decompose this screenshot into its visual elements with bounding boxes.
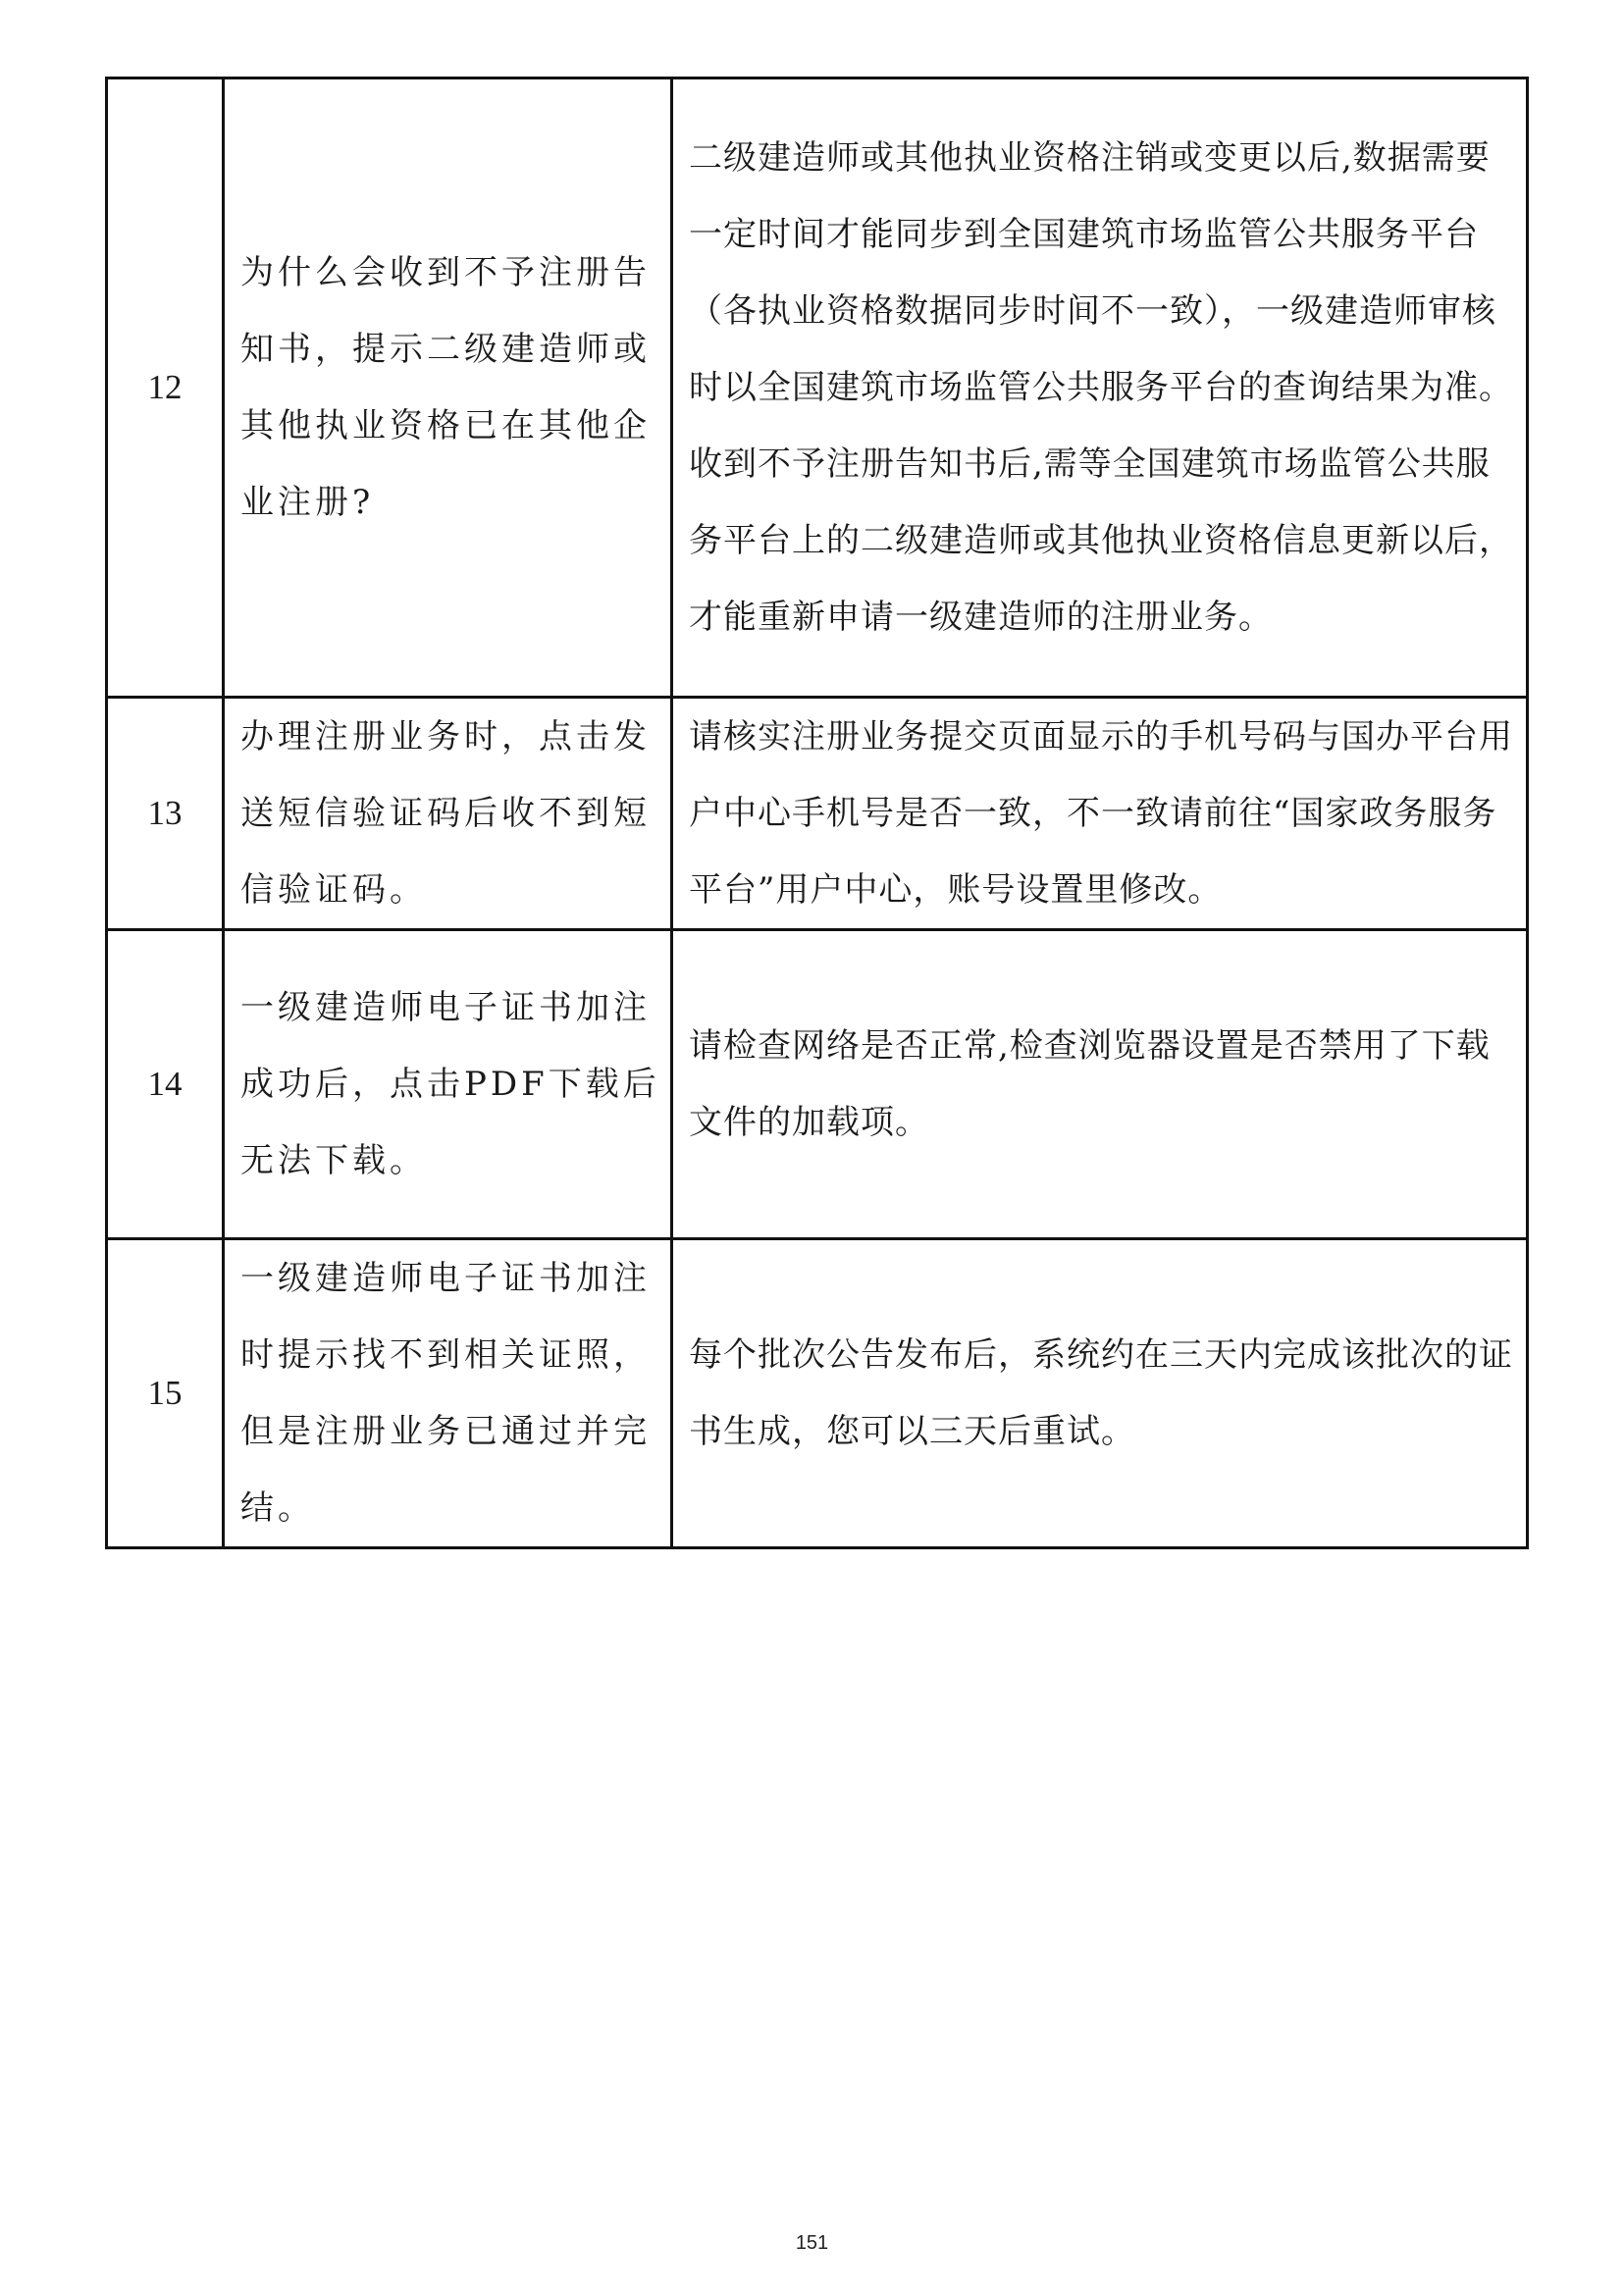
answer-cell	[672, 930, 1528, 1239]
table-row	[107, 78, 1528, 698]
answer-cell	[672, 78, 1528, 698]
table-row	[107, 930, 1528, 1239]
answer-cell	[672, 1239, 1528, 1548]
page-number: 151	[795, 2232, 829, 2254]
table-row	[107, 698, 1528, 930]
answer-paragraph: 每个批次公告发布后，系统约在三天内完成该批次的证书生成，您可以三天后重试。	[689, 1335, 1513, 1451]
table-row	[107, 1239, 1528, 1548]
question-text: 一级建造师电子证书加注成功后，点击PDF下载后无法下载。	[224, 930, 672, 1239]
question-text: 一级建造师电子证书加注时提示找不到相关证照，但是注册业务已通过并完结。	[224, 1239, 672, 1548]
faq-table	[105, 77, 1529, 1549]
answer-paragraph: 二级建造师或其他执业资格注销或变更以后,数据需要一定时间才能同步到全国建筑市场监管公共服务平台（各执业资格数据同步时间不一致），一级建造师审核时以全国建筑市场监管公共服务平台的查询结果为准。	[689, 138, 1513, 407]
row-number: 13	[107, 698, 224, 930]
question-text: 办理注册业务时，点击发送短信验证码后收不到短信验证码。	[224, 698, 672, 930]
row-number: 15	[107, 1239, 224, 1548]
answer-cell	[672, 698, 1528, 930]
row-number: 14	[107, 930, 224, 1239]
row-number: 12	[107, 78, 224, 698]
answer-paragraph: 请核实注册业务提交页面显示的手机号码与国办平台用户中心手机号是否一致，不一致请前往“国家政务服务平台”用户中心，账号设置里修改。	[689, 717, 1513, 910]
question-text: 为什么会收到不予注册告知书，提示二级建造师或其他执业资格已在其他企业注册?	[224, 78, 672, 698]
answer-paragraph: 收到不予注册告知书后,需等全国建筑市场监管公共服务平台上的二级建造师或其他执业资格信息更新以后，才能重新申请一级建造师的注册业务。	[689, 444, 1513, 637]
answer-paragraph: 请检查网络是否正常,检查浏览器设置是否禁用了下载文件的加载项。	[689, 1026, 1491, 1142]
